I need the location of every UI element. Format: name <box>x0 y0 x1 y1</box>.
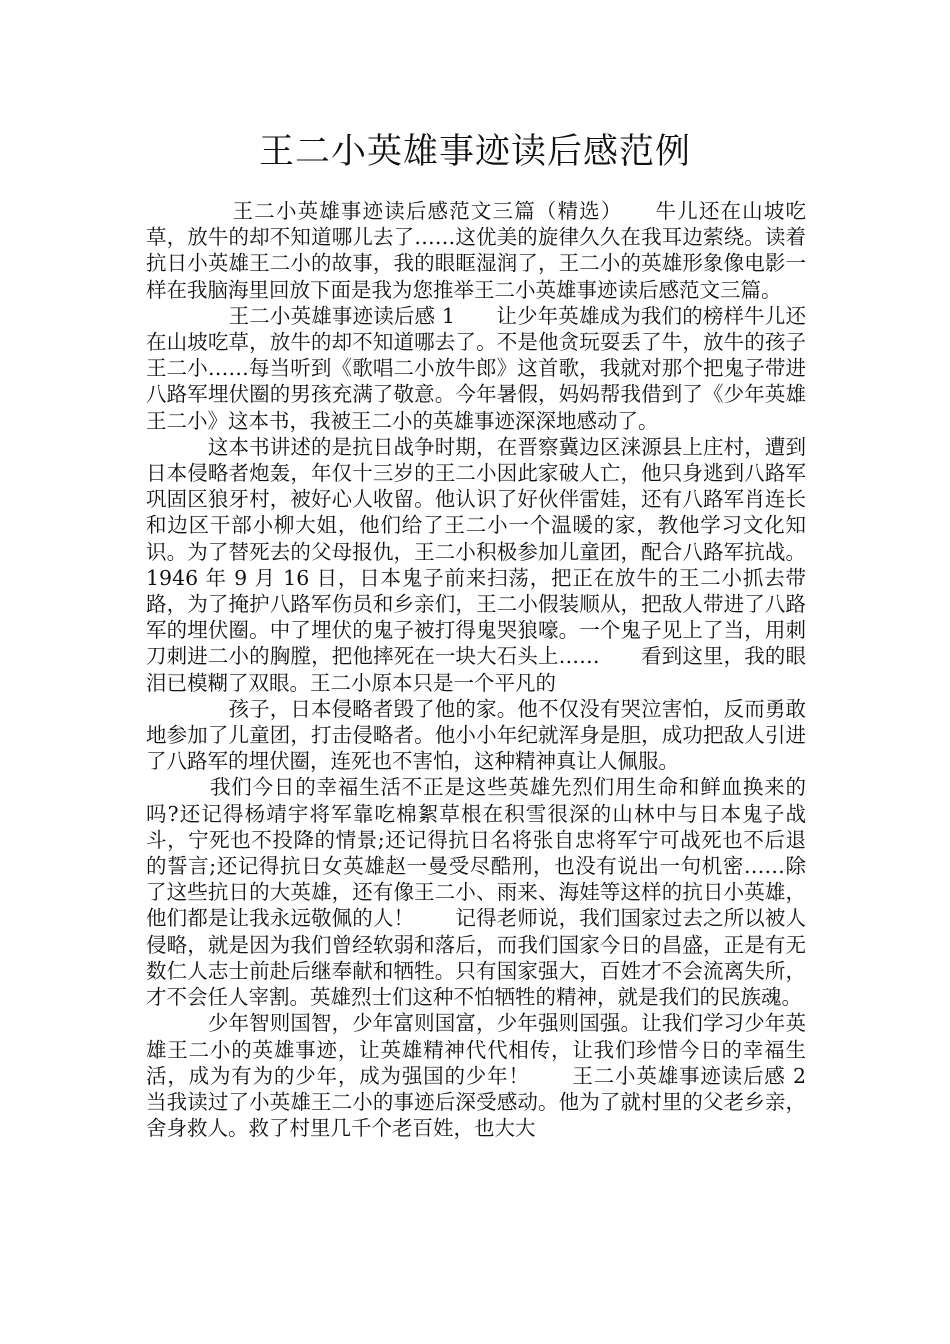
paragraph-heroes: 我们今日的幸福生活不正是这些英雄先烈们用生命和鲜血换来的吗?还记得杨靖宇将军靠吃棉絮草根在积雪很深的山林中与日本鬼子战斗，宁死也不投降的情景;还记得抗日名将张自忠将军宁可战死也不后退的誓言;还记得抗日女英雄赵一曼受尽酷刑，也没有说出一句机密……除了这些抗日的大英雄，还有像王二小、雨来、海娃等这样的抗日小英雄，他们都是让我永远敬佩的人！ 记得老师说，我们国家过去之所以被人侵略，就是因为我们曾经软弱和落后，而我们国家今日的昌盛，正是有无数仁人志士前赴后继奉献和牺牲。只有国家强大，百姓才不会流离失所，才不会任人宰割。英雄烈士们这种不怕牺牲的精神，就是我们的民族魂。 <box>146 775 806 1010</box>
paragraph-intro: 王二小英雄事迹读后感范文三篇（精选） 牛儿还在山坡吃草，放牛的却不知道哪儿去了……这优美的旋律久久在我耳边萦绕。读着抗日小英雄王二小的故事，我的眼眶湿润了，王二小的英雄形象像电影一样在我脑海里回放下面是我为您推举王二小英雄事迹读后感范文三篇。 <box>146 199 806 302</box>
paragraph-youth-strong: 少年智则国智，少年富则国富，少年强则国强。让我们学习少年英雄王二小的英雄事迹，让英雄精神代代相传，让我们珍惜今日的幸福生活，成为有为的少年，成为强国的少年！ 王二小英雄事迹读后感 2 当我读过了小英雄王二小的事迹后深受感动。他为了就村里的父老乡亲，舍身救人。救了村里几千个老百姓，也大大 <box>146 1011 827 1141</box>
document-body <box>146 198 827 1141</box>
paragraph-book-story: 这本书讲述的是抗日战争时期，在晋察冀边区涞源县上庄村，遭到日本侵略者炮轰，年仅十三岁的王二小因此家破人亡，他只身逃到八路军巩固区狼牙村，被好心人收留。他认识了好伙伴雷娃，还有八路军肖连长和边区干部小柳大姐，他们给了王二小一个温暖的家，教他学习文化知识。为了替死去的父母报仇，王二小积极参加儿童团，配合八路军抗战。1946 年 9 月 16 日，日本鬼子前来扫荡，把正在放牛的王二小抓去带路，为了掩护八路军伤员和乡亲们，王二小假装顺从，把敌人带进了八路军的埋伏圈。中了埋伏的鬼子被打得鬼哭狼嚎。一个鬼子见上了当，用刺刀刺进二小的胸膛，把他摔死在一块大石头上…… 看到这里，我的眼泪已模糊了双眼。王二小原本只是一个平凡的 <box>146 434 806 695</box>
paragraph-ordinary-child: 孩子，日本侵略者毁了他的家。他不仅没有哭泣害怕，反而勇敢地参加了儿童团，打击侵略者。他小小年纪就浑身是胆，成功把敌人引进了八路军的埋伏圈，连死也不害怕，这种精神真让人佩服。 <box>146 696 806 774</box>
paragraph-essay-1-opening: 王二小英雄事迹读后感 1 让少年英雄成为我们的榜样牛儿还在山坡吃草，放牛的却不知道哪去了。不是他贪玩耍丢了牛，放牛的孩子王二小……每当听到《歌唱二小放牛郎》这首歌，我就对那个把鬼子带进八路军埋伏圈的男孩充满了敬意。今年暑假，妈妈帮我借到了《少年英雄王二小》这本书，我被王二小的英雄事迹深深地感动了。 <box>146 303 806 433</box>
document-title: 王二小英雄事迹读后感范例 <box>258 132 691 172</box>
